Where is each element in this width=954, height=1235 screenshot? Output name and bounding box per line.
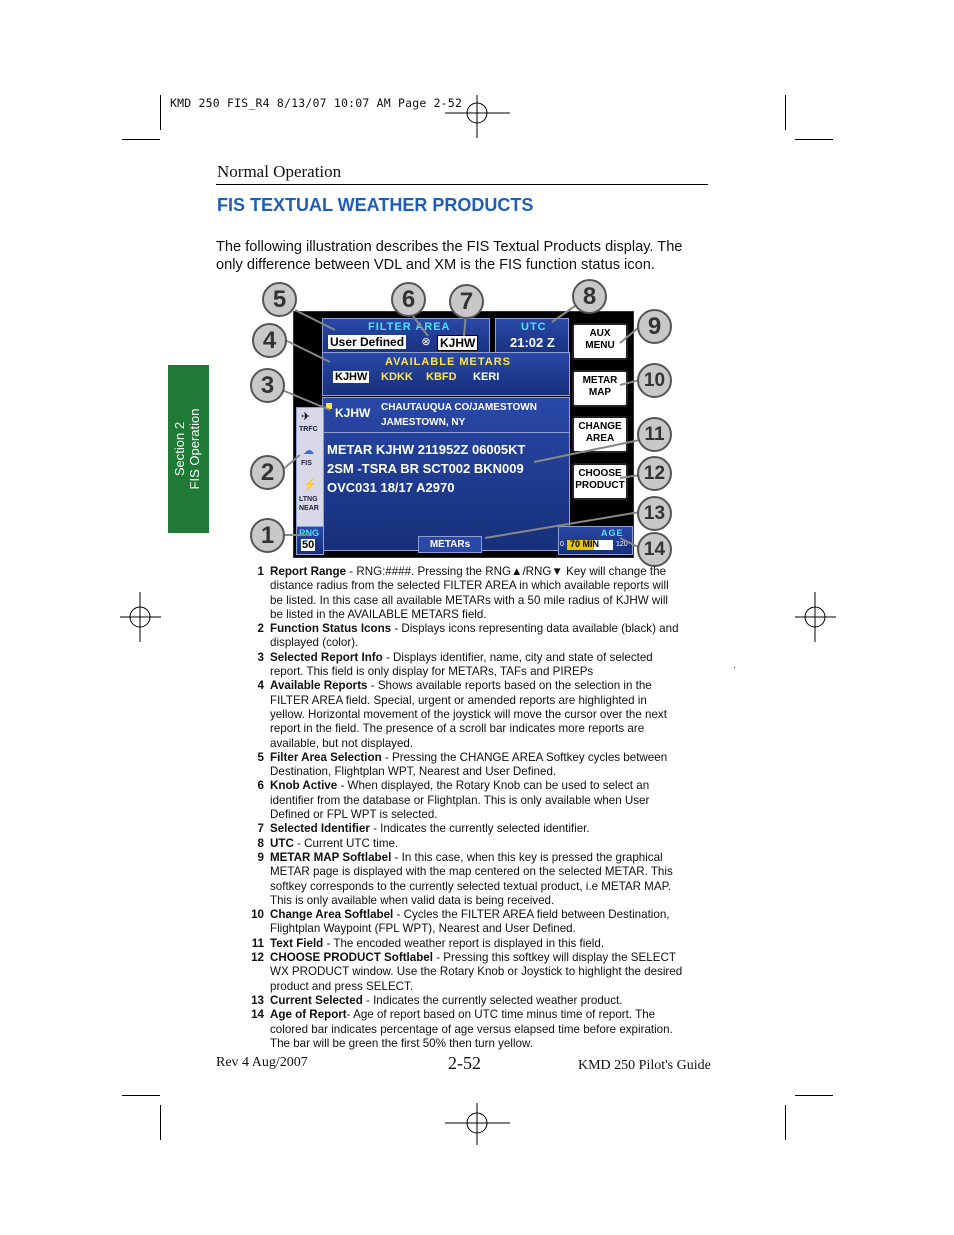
legend-term: Age of Report	[270, 1008, 347, 1022]
legend-text	[270, 1008, 684, 1051]
legend-description: - Current UTC time.	[293, 836, 399, 850]
legend-description: - Shows available reports based on the selection in the FILTER AREA field. Special, urgent or amended reports are highlighted in yellow. Horizontal movement of the joystick will move the cursor over the next report in the field. The presence of a scroll bar indicates more reports are available, but not displayed.	[270, 679, 667, 750]
legend-term: Selected Report Info	[270, 650, 383, 664]
range-label: RNG	[299, 528, 319, 538]
legend-item	[244, 937, 684, 951]
legend-number: 9	[257, 850, 264, 864]
age-value: 70 MIN	[570, 539, 600, 549]
legend-term: UTC	[270, 836, 294, 850]
filter-area-label: FILTER AREA	[368, 321, 451, 333]
legend-item	[244, 751, 684, 780]
lightning-label: LTNG	[299, 496, 318, 503]
utc-value: 21:02 Z	[510, 335, 555, 350]
callout-5: 5	[262, 282, 297, 317]
legend-term: Change Area Softlabel	[270, 908, 394, 922]
legend-term: Available Reports	[270, 679, 368, 693]
legend-item	[244, 565, 684, 622]
text-line-3: OVC031 18/17 A2970	[327, 480, 455, 495]
traffic-label: TRFC	[299, 426, 318, 433]
legend-number: 2	[257, 622, 264, 636]
legend-description: - Displays identifier, name, city and state of selected report. This field is only display for METARs, TAFs and PIREPs	[270, 650, 653, 679]
legend-term: CHOOSE PRODUCT Softlabel	[270, 951, 433, 965]
callout-10: 10	[637, 363, 672, 398]
legend-description: - Cycles the FILTER AREA field between Destination, Flightplan Waypoint (FPL WPT), Nearest and User Defined.	[270, 908, 670, 936]
age-label: AGE	[601, 528, 624, 538]
legend-number: 6	[257, 779, 264, 793]
callout-4: 4	[252, 323, 287, 358]
legend-number: 1	[257, 565, 264, 578]
legend-number: 4	[257, 679, 264, 693]
current-product: METARs	[418, 536, 482, 553]
legend-text	[270, 651, 684, 680]
legend-term: METAR MAP Softlabel	[270, 850, 392, 864]
legend-description: - Pressing this softkey will display the SELECT WX PRODUCT window. Use the Rotary Knob or Joystick to highlight the desired product and press SELECT.	[270, 951, 683, 993]
knob-active-icon: ⊗	[421, 336, 431, 348]
page-heading: FIS TEXTUAL WEATHER PRODUCTS	[217, 195, 534, 215]
legend-term: Filter Area Selection	[270, 750, 382, 764]
legend-item	[244, 679, 684, 750]
legend-item	[244, 851, 684, 908]
available-report-keri[interactable]: KERI	[473, 371, 500, 383]
range-value[interactable]: 50	[302, 539, 315, 551]
legend-description: - RNG:####. Pressing the RNG▲/RNG▼ Key will change the distance radius from the selected FILTER AREA in which available reports will be listed. In this case all available METARs with a 50 mile radius of KJHW will be listed in the AVAILABLE METARS field.	[270, 565, 669, 621]
footer-page-number: 2-52	[448, 1053, 481, 1073]
footer-guide-title: KMD 250 Pilot's Guide	[578, 1058, 711, 1073]
legend-item	[244, 951, 684, 994]
callout-3: 3	[250, 368, 285, 403]
legend-text	[270, 851, 684, 908]
text-line-2: 2SM -TSRA BR SCT002 BKN009	[327, 461, 524, 476]
legend-text	[270, 622, 684, 651]
legend-term: Knob Active	[270, 779, 338, 793]
selected-ident: KJHW	[335, 406, 371, 420]
legend-text	[270, 937, 684, 951]
legend-item	[244, 1008, 684, 1051]
legend-description: - Indicates the currently selected identifier.	[369, 822, 590, 836]
callout-11: 11	[637, 417, 672, 452]
section-tab-line1: Section 2	[172, 421, 187, 477]
callout-6: 6	[391, 282, 426, 317]
legend-item	[244, 622, 684, 651]
choose-product-softkey[interactable]: CHOOSE PRODUCT	[572, 463, 628, 500]
available-report-kdkk[interactable]: KDKK	[381, 371, 413, 383]
legend-number: 5	[257, 750, 264, 764]
crop-mark	[795, 1095, 833, 1096]
available-report-kbfd[interactable]: KBFD	[426, 371, 457, 383]
callout-13: 13	[637, 496, 672, 531]
legend-item	[244, 994, 684, 1008]
traffic-icon: ✈	[301, 411, 311, 423]
legend-description: - Indicates the currently selected weather product.	[362, 993, 623, 1007]
footer-revision: Rev 4 Aug/2007	[216, 1055, 308, 1070]
change-area-softkey[interactable]: CHANGE AREA	[572, 416, 628, 453]
legend-item	[244, 779, 684, 822]
legend-item	[244, 837, 684, 851]
lightning-icon: ⚡	[303, 479, 317, 491]
near-label: NEAR	[299, 505, 319, 512]
filter-ident[interactable]: KJHW	[437, 335, 478, 351]
legend-description: - In this case, when this key is pressed the graphical METAR page is displayed with the map centered on the selected METAR. This softkey corresponds to the currently selected textual product, i.e METAR MAP. This is only available when valid data is being received.	[270, 850, 673, 907]
legend-description: - Pressing the CHANGE AREA Softkey cycles between Destination, Flightplan WPT, Nearest and User Defined.	[270, 750, 668, 779]
legend-item	[244, 822, 684, 836]
legend-number: 12	[251, 951, 264, 965]
legend-text	[270, 751, 684, 780]
intro-paragraph: The following illustration describes the FIS Textual Products display. The only difference between VDL and XM is the FIS function status icon.	[216, 239, 683, 273]
section-tab-line2: FIS Operation	[187, 408, 202, 490]
section-title: Normal Operation	[217, 162, 342, 181]
age-max: 120	[616, 541, 628, 548]
callout-2: 2	[250, 455, 285, 490]
legend-text	[270, 822, 684, 836]
legend-description: - Displays icons representing data available (black) and displayed (color).	[270, 622, 679, 650]
legend-text	[270, 994, 684, 1008]
available-report-kjhw[interactable]: KJHW	[335, 371, 368, 383]
legend-list	[244, 565, 684, 1051]
crop-mark	[160, 1105, 161, 1140]
callout-1: 1	[250, 518, 285, 553]
legend-item	[244, 908, 684, 937]
legend-number: 10	[251, 908, 264, 922]
selected-name: CHAUTAUQUA CO/JAMESTOWN	[381, 402, 537, 413]
legend-text	[270, 565, 684, 622]
legend-number: 11	[251, 936, 264, 950]
legend-item	[244, 651, 684, 680]
callout-9: 9	[637, 309, 672, 344]
legend-number: 7	[257, 822, 264, 836]
legend-number: 8	[257, 836, 264, 850]
callout-8: 8	[572, 279, 607, 314]
legend-text	[270, 908, 684, 937]
callout-7: 7	[449, 284, 484, 319]
legend-text	[270, 779, 684, 822]
fis-icon: ☁	[303, 445, 314, 457]
registration-mark	[440, 1100, 515, 1150]
print-slug: KMD 250 FIS_R4 8/13/07 10:07 AM Page 2-52	[170, 96, 463, 110]
legend-term: Current Selected	[270, 993, 363, 1007]
metar-map-softkey[interactable]: METAR MAP	[572, 370, 628, 407]
legend-description: - When displayed, the Rotary Knob can be used to select an identifier from the database or Flightplan. This is only available when User Defined or FPL WPT is selected.	[270, 779, 650, 822]
fis-label: FIS	[301, 460, 312, 467]
age-min: 0	[560, 541, 564, 548]
legend-number: 13	[251, 993, 264, 1007]
legend-number: 14	[251, 1008, 264, 1022]
legend-number: 3	[257, 650, 264, 664]
callout-14: 14	[637, 532, 672, 567]
selected-city: JAMESTOWN, NY	[381, 417, 466, 428]
legend-term: Selected Identifier	[270, 822, 370, 836]
aux-menu-softkey[interactable]: AUX MENU	[572, 323, 628, 360]
utc-label: UTC	[521, 321, 547, 333]
stray-dot: .	[733, 660, 736, 671]
legend-text	[270, 679, 684, 750]
available-label: AVAILABLE METARS	[385, 356, 511, 368]
legend-term: Report Range	[270, 565, 347, 578]
legend-text	[270, 951, 684, 994]
legend-description: - Age of report based on UTC time minus time of report. The colored bar indicates percentage of age versus elapsed time before expiration. The bar will be green the first 50% then turn yellow.	[270, 1008, 673, 1050]
legend-text	[270, 837, 684, 851]
filter-mode[interactable]: User Defined	[330, 335, 405, 349]
legend-term: Function Status Icons	[270, 622, 392, 636]
callout-12: 12	[637, 456, 672, 491]
crop-mark	[122, 1095, 160, 1096]
legend-description: - The encoded weather report is displayed in this field.	[323, 936, 605, 950]
text-line-1: METAR KJHW 211952Z 06005KT	[327, 442, 526, 457]
crop-mark	[785, 1105, 786, 1140]
legend-term: Text Field	[270, 936, 324, 950]
